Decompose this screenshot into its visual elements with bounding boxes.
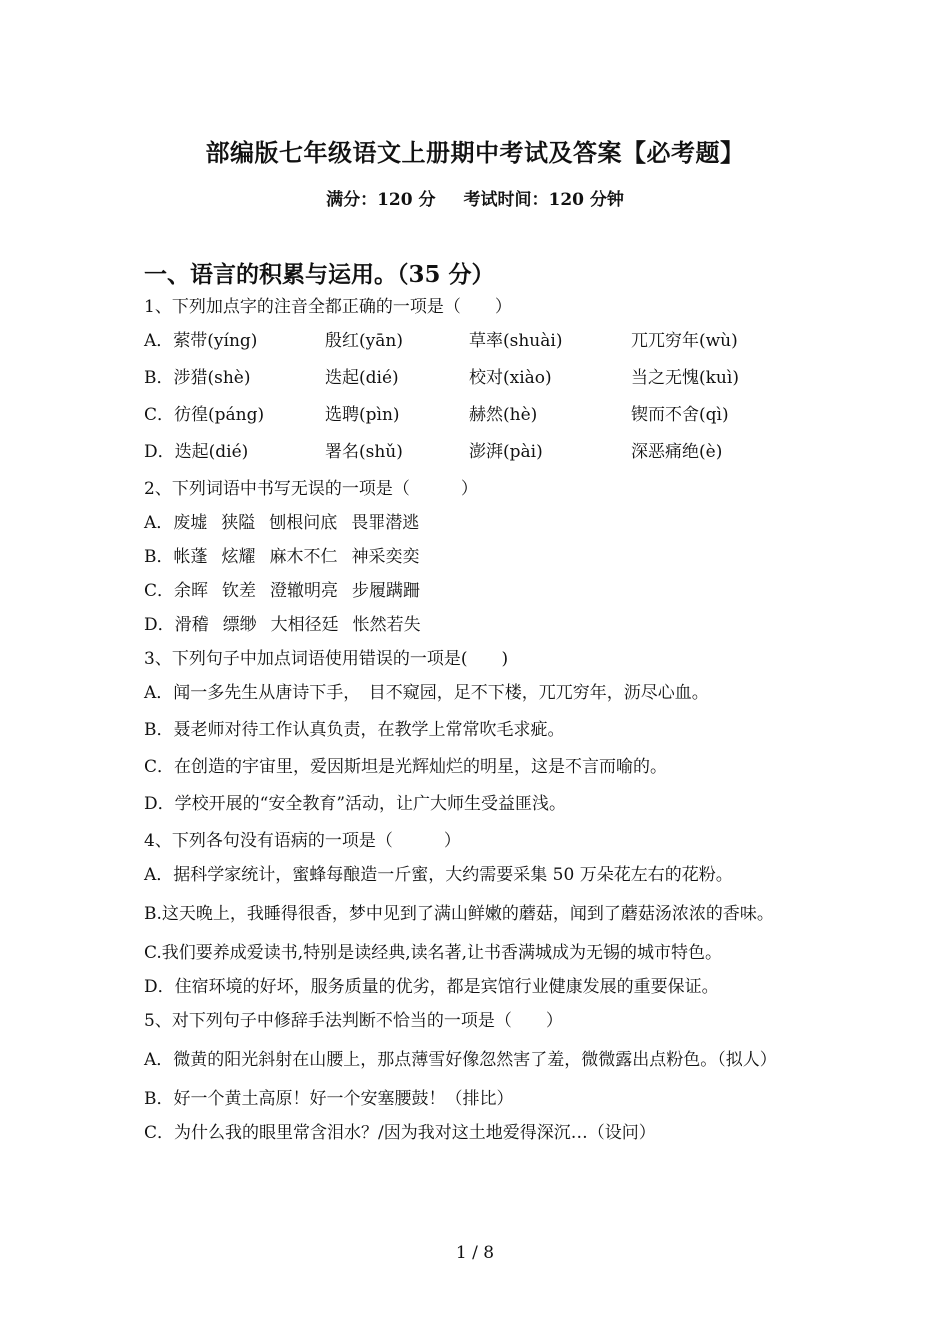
section-heading: 一、语言的积累与运用。（35 分）	[144, 261, 495, 288]
q1-option-b: B．涉猎(shè) 迭起(dié) 校对(xiào) 当之无愧(kuì)	[144, 368, 739, 388]
q4-option-a: A．据科学家统计，蜜蜂每酿造一斤蜜，大约需要采集 50 万朵花左右的花粉。	[144, 865, 733, 885]
q2-option-c: C．余晖 钦差 澄辙明亮 步履蹒跚	[144, 581, 421, 601]
document-title: 部编版七年级语文上册期中考试及答案【必考题】	[205, 138, 745, 167]
full-score: 满分：120 分	[326, 190, 436, 210]
q3-option-b: B．聂老师对待工作认真负责，在教学上常常吹毛求疵。	[144, 720, 565, 740]
q3-option-a: A．闻一多先生从唐诗下手， 目不窥园，足不下楼，兀兀穷年，沥尽心血。	[144, 683, 709, 703]
question-1-stem: 1、下列加点字的注音全都正确的一项是（ ）	[144, 297, 512, 317]
q5-option-a: A．微黄的阳光斜射在山腰上，那点薄雪好像忽然害了羞，微微露出点粉色。（拟人）	[144, 1050, 777, 1070]
q1-option-c: C．彷徨(páng) 选聘(pìn) 赫然(hè) 锲而不舍(qì)	[144, 405, 729, 425]
exam-time: 考试时间：120 分钟	[463, 190, 624, 210]
q3-option-c: C．在创造的宇宙里，爱因斯坦是光辉灿烂的明星，这是不言而喻的。	[144, 757, 668, 777]
q5-option-b: B．好一个黄土高原！好一个安塞腰鼓！（排比）	[144, 1089, 514, 1109]
exam-info	[0, 185, 950, 210]
question-5-stem: 5、对下列句子中修辞手法判断不恰当的一项是（ ）	[144, 1011, 563, 1031]
q4-option-d: D．住宿环境的好坏，服务质量的优劣，都是宾馆行业健康发展的重要保证。	[144, 977, 719, 997]
q4-option-c: C.我们要养成爱读书,特别是读经典,读名著,让书香满城成为无锡的城市特色。	[144, 943, 723, 963]
questions	[144, 295, 824, 1155]
page-number: 1 / 8	[455, 1243, 495, 1263]
question-2-stem: 2、下列词语中书写无误的一项是（ ）	[144, 479, 478, 499]
q1-option-d: D．迭起(dié) 署名(shǔ) 澎湃(pài) 深恶痛绝(è)	[144, 442, 723, 462]
q5-option-c: C．为什么我的眼里常含泪水？/因为我对这土地爱得深沉…（设问）	[144, 1123, 656, 1143]
q4-option-b: B.这天晚上，我睡得很香，梦中见到了满山鲜嫩的蘑菇，闻到了蘑菇汤浓浓的香味。	[144, 904, 774, 924]
q2-option-d: D．滑稽 缥缈 大相径廷 怅然若失	[144, 615, 421, 635]
q2-option-b: B．帐蓬 炫耀 麻木不仁 神采奕奕	[144, 547, 420, 567]
question-4-stem: 4、下列各句没有语病的一项是（ ）	[144, 831, 461, 851]
question-3-stem: 3、下列句子中加点词语使用错误的一项是( )	[144, 649, 509, 669]
q2-option-a: A．废墟 狭隘 刨根问底 畏罪潜逃	[144, 513, 420, 533]
q3-option-d: D．学校开展的“安全教育”活动，让广大师生受益匪浅。	[144, 794, 567, 814]
q1-option-a: A．萦带(yíng) 殷红(yān) 草率(shuài) 兀兀穷年(wù)	[144, 331, 738, 351]
